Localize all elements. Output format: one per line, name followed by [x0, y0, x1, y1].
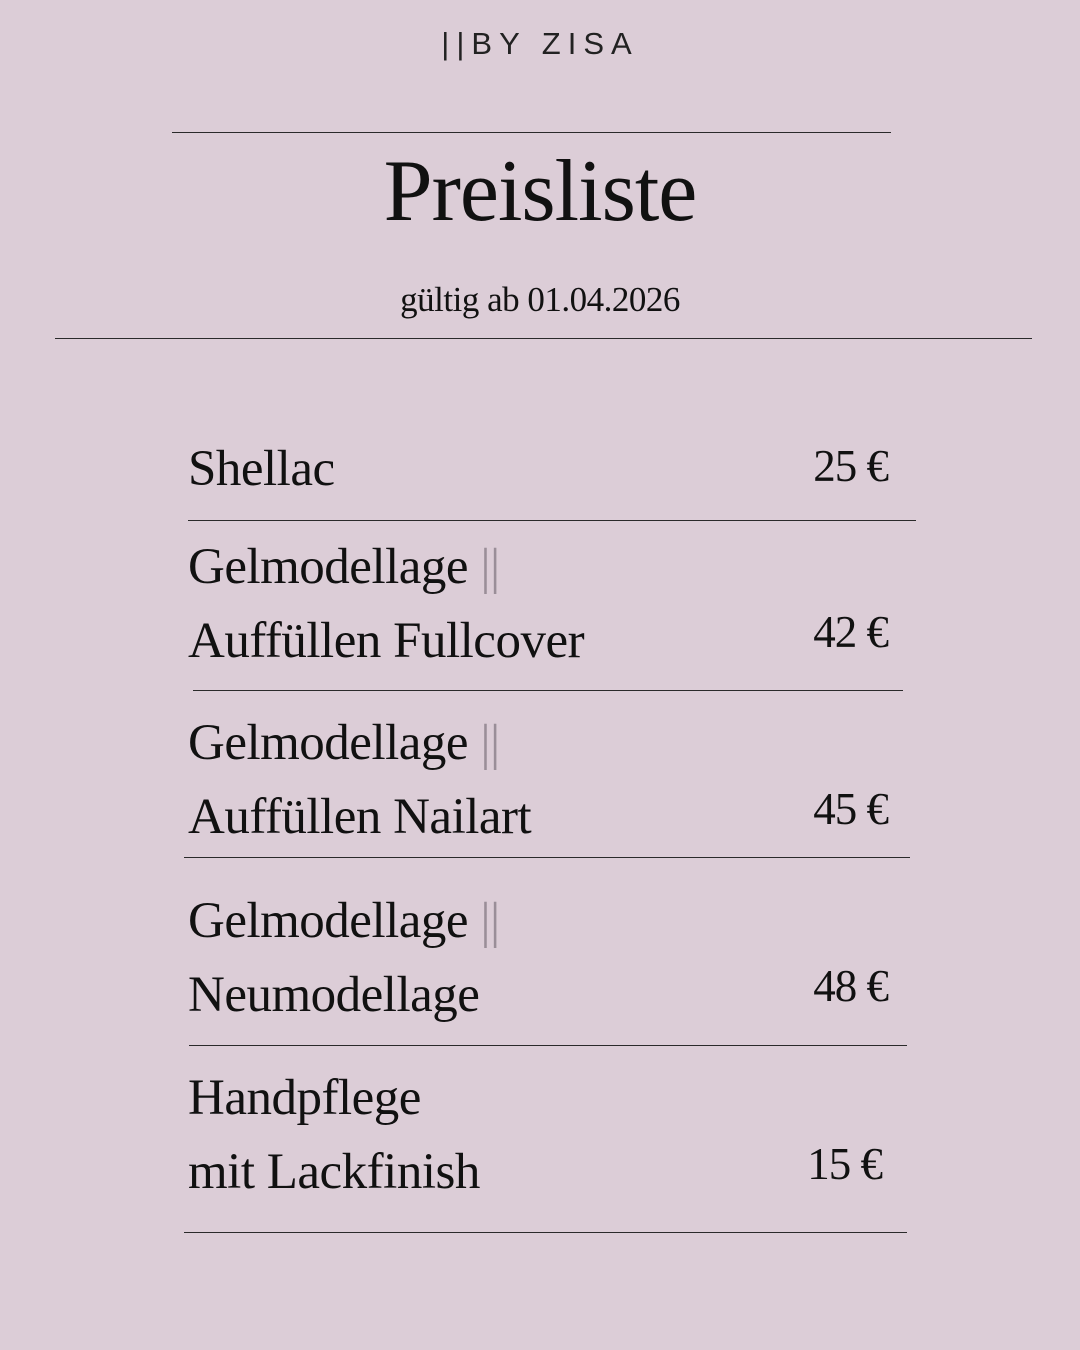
price-item-title: Gelmodellage	[188, 539, 469, 595]
price-item-line2: mit Lackfinish	[188, 1144, 480, 1200]
price-item-line1	[188, 432, 658, 506]
price-item-line1	[188, 530, 658, 604]
price-item-separator: ||	[480, 539, 500, 595]
valid-from-date: gültig ab 01.04.2026	[400, 280, 680, 319]
price-item-divider	[189, 1045, 907, 1046]
price-item-name	[188, 432, 658, 506]
price-item-line2: Auffüllen Nailart	[188, 789, 532, 845]
price-item-price: 25 €	[813, 441, 888, 491]
page-title: Preisliste	[383, 143, 697, 240]
price-item-line1	[188, 706, 658, 780]
price-item-separator: ||	[480, 715, 500, 771]
price-item-title: Gelmodellage	[188, 715, 469, 771]
header-top-divider	[172, 132, 891, 133]
price-item-name	[188, 530, 658, 678]
price-item-separator: ||	[480, 893, 500, 949]
price-item-name	[188, 706, 658, 854]
price-item-title: Handpflege	[188, 1070, 421, 1126]
price-item-title: Shellac	[188, 441, 335, 497]
price-item-name	[188, 1061, 658, 1209]
price-item-title: Gelmodellage	[188, 893, 469, 949]
price-item-price: 42 €	[813, 607, 888, 657]
price-item-divider	[184, 857, 910, 858]
price-item-line1	[188, 1061, 658, 1135]
price-item-price: 48 €	[813, 961, 888, 1011]
price-item-line2: Auffüllen Fullcover	[188, 613, 585, 669]
price-item-price: 45 €	[813, 784, 888, 834]
price-item-divider	[188, 520, 916, 521]
price-item-divider	[184, 1232, 907, 1233]
price-item-price: 15 €	[807, 1139, 882, 1189]
price-item-name	[188, 884, 658, 1032]
price-item-divider	[193, 690, 903, 691]
price-item-line1	[188, 884, 658, 958]
price-item-line2: Neumodellage	[188, 967, 480, 1023]
brand-logo-text: ||BY ZISA	[441, 26, 639, 61]
header-bottom-divider	[55, 338, 1032, 339]
